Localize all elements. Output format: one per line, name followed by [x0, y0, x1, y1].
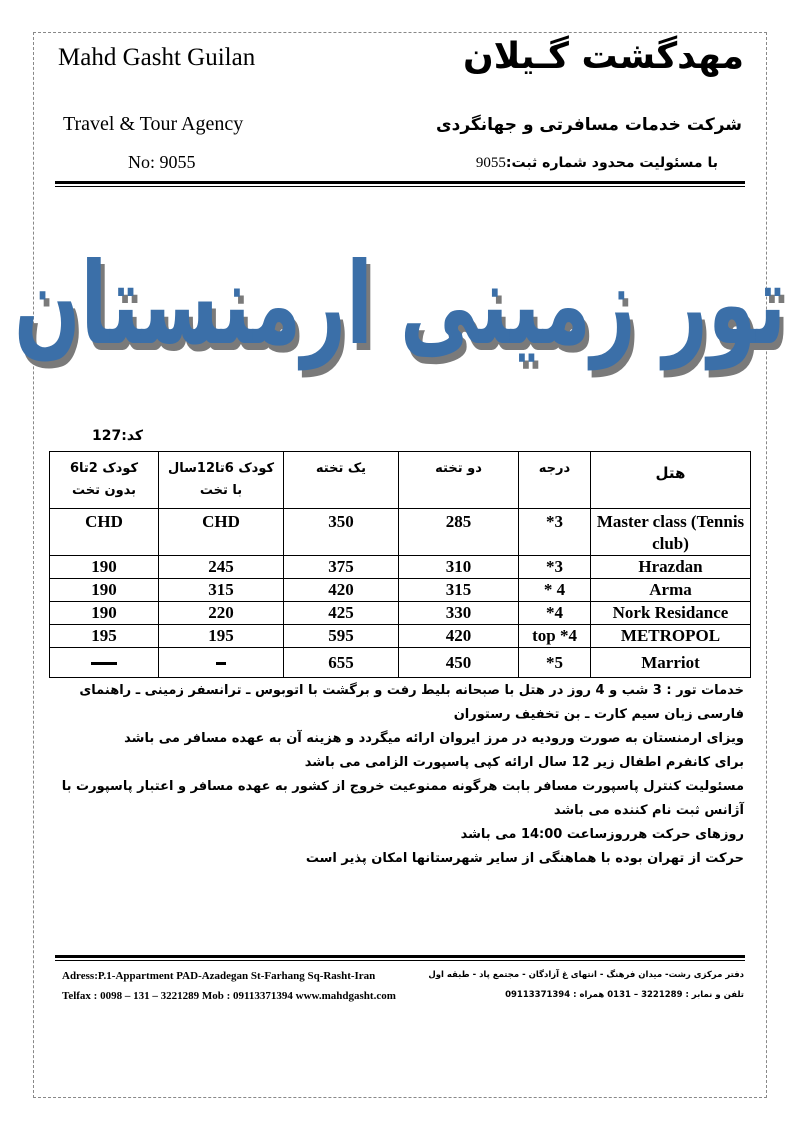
cell-hotel: Marriot: [591, 648, 751, 678]
header-grade: درجه: [519, 452, 591, 509]
note-item: حرکت از تهران بوده با هماهنگی از سایر شهرستانها امکان پذیر است: [305, 851, 744, 866]
registration-number-fa: 9055: [475, 155, 506, 171]
cell-child-no-bed: 190: [50, 579, 159, 602]
header-hotel: هتل: [591, 452, 751, 509]
tour-code: کد:127: [92, 428, 144, 444]
registration-number-en: No: 9055: [128, 152, 196, 172]
table-row: [50, 648, 751, 678]
cell-single: 655: [284, 648, 399, 678]
cell-double: 450: [399, 648, 519, 678]
cell-double: 330: [399, 602, 519, 625]
cell-double: 315: [399, 579, 519, 602]
cell-grade: 4*: [519, 602, 591, 625]
tour-title: تور زمینی ارمنستان: [13, 240, 787, 371]
cell-child-with-bed: 315: [159, 579, 284, 602]
cell-double: 285: [399, 509, 519, 556]
table-header-row: [50, 452, 751, 509]
cell-hotel: Arma: [591, 579, 751, 602]
cell-child-no-bed-empty: [50, 648, 159, 678]
header-single: یک تخته: [284, 452, 399, 509]
cell-child-with-bed: 195: [159, 625, 284, 648]
cell-hotel: Nork Residance: [591, 602, 751, 625]
header-divider-thin: [55, 186, 745, 187]
header-double: دو تخته: [399, 452, 519, 509]
cell-grade: 3*: [519, 509, 591, 556]
brand-name-en: Mahd Gasht Guilan: [58, 44, 256, 71]
cell-single: 350: [284, 509, 399, 556]
cell-grade: 4 *: [519, 579, 591, 602]
table-row: [50, 579, 751, 602]
cell-single: 375: [284, 556, 399, 579]
header-child-no-bed: کودک 2تا6 بدون تخت: [50, 452, 159, 509]
cell-child-with-bed-empty: [159, 648, 284, 678]
cell-double: 310: [399, 556, 519, 579]
cell-double: 420: [399, 625, 519, 648]
cell-child-no-bed: 195: [50, 625, 159, 648]
cell-single: 420: [284, 579, 399, 602]
cell-hotel: Master class (Tennis club): [591, 509, 751, 556]
agency-type-en: Travel & Tour Agency: [63, 113, 244, 135]
cell-grade: 4* top: [519, 625, 591, 648]
table-row: [50, 625, 751, 648]
brand-name-fa: مهدگشت گـیلان: [462, 36, 744, 77]
note-item: برای کانفرم اطفال زیر 12 سال ارائه کپی پاسپورت الزامی می باشد: [304, 755, 744, 770]
cell-grade: 3*: [519, 556, 591, 579]
price-table: [49, 451, 751, 678]
cell-grade: 5*: [519, 648, 591, 678]
header-divider: [55, 181, 745, 184]
header-child-with-bed: کودک 6تا12سال با تخت: [159, 452, 284, 509]
dash-mark: [216, 662, 226, 665]
tel-fa: تلفن و نمابر : 3221289 – 0131 همراه : 09113371394: [505, 990, 744, 1000]
registration-info-fa: [476, 155, 718, 172]
tour-notes: [44, 679, 744, 871]
cell-child-with-bed: 245: [159, 556, 284, 579]
cell-hotel: METROPOL: [591, 625, 751, 648]
table-row: [50, 509, 751, 556]
cell-child-no-bed: 190: [50, 556, 159, 579]
note-item: ویزای ارمنستان به صورت ورودیه در مرز ایروان ارائه میگردد و هزینه آن به عهده مسافر می باشد: [124, 731, 744, 746]
note-item: خدمات تور : 3 شب و 4 روز در هتل با صبحانه بلیط رفت و برگشت با اتوبوس ـ ترانسفر زمینی ـ راهنمای فارسی زبان سیم کارت ـ بن تخفیف رستوران: [79, 683, 744, 722]
registration-label-fa: با مسئولیت محدود شماره ثبت:: [505, 155, 718, 171]
cell-single: 425: [284, 602, 399, 625]
cell-child-no-bed: CHD: [50, 509, 159, 556]
note-item: مسئولیت کنترل پاسپورت مسافر بابت هرگونه ممنوعیت خروج از کشور به عهده مسافر و اعتبار پاسپورت با آژانس ثبت نام کننده می باشد: [61, 779, 744, 818]
dash-mark: [91, 662, 117, 665]
cell-child-with-bed: CHD: [159, 509, 284, 556]
footer-divider-thin: [55, 960, 745, 961]
cell-child-with-bed: 220: [159, 602, 284, 625]
table-row: [50, 602, 751, 625]
cell-single: 595: [284, 625, 399, 648]
footer-divider: [55, 955, 745, 958]
address-fa: دفتر مرکزی رشت- میدان فرهنگ - انتهای غ آزادگان - مجتمع پاد - طبقه اول: [428, 970, 744, 980]
address-en: Adress:P.1-Appartment PAD-Azadegan St-Farhang Sq-Rasht-Iran: [62, 970, 376, 982]
table-row: [50, 556, 751, 579]
cell-child-no-bed: 190: [50, 602, 159, 625]
agency-type-fa: شرکت خدمات مسافرتی و جهانگردی: [436, 115, 742, 135]
telfax-en: Telfax : 0098 – 131 – 3221289 Mob : 09113371394 www.mahdgasht.com: [62, 990, 396, 1002]
note-item: روزهای حرکت هرروزساعت 14:00 می باشد: [460, 827, 744, 842]
cell-hotel: Hrazdan: [591, 556, 751, 579]
